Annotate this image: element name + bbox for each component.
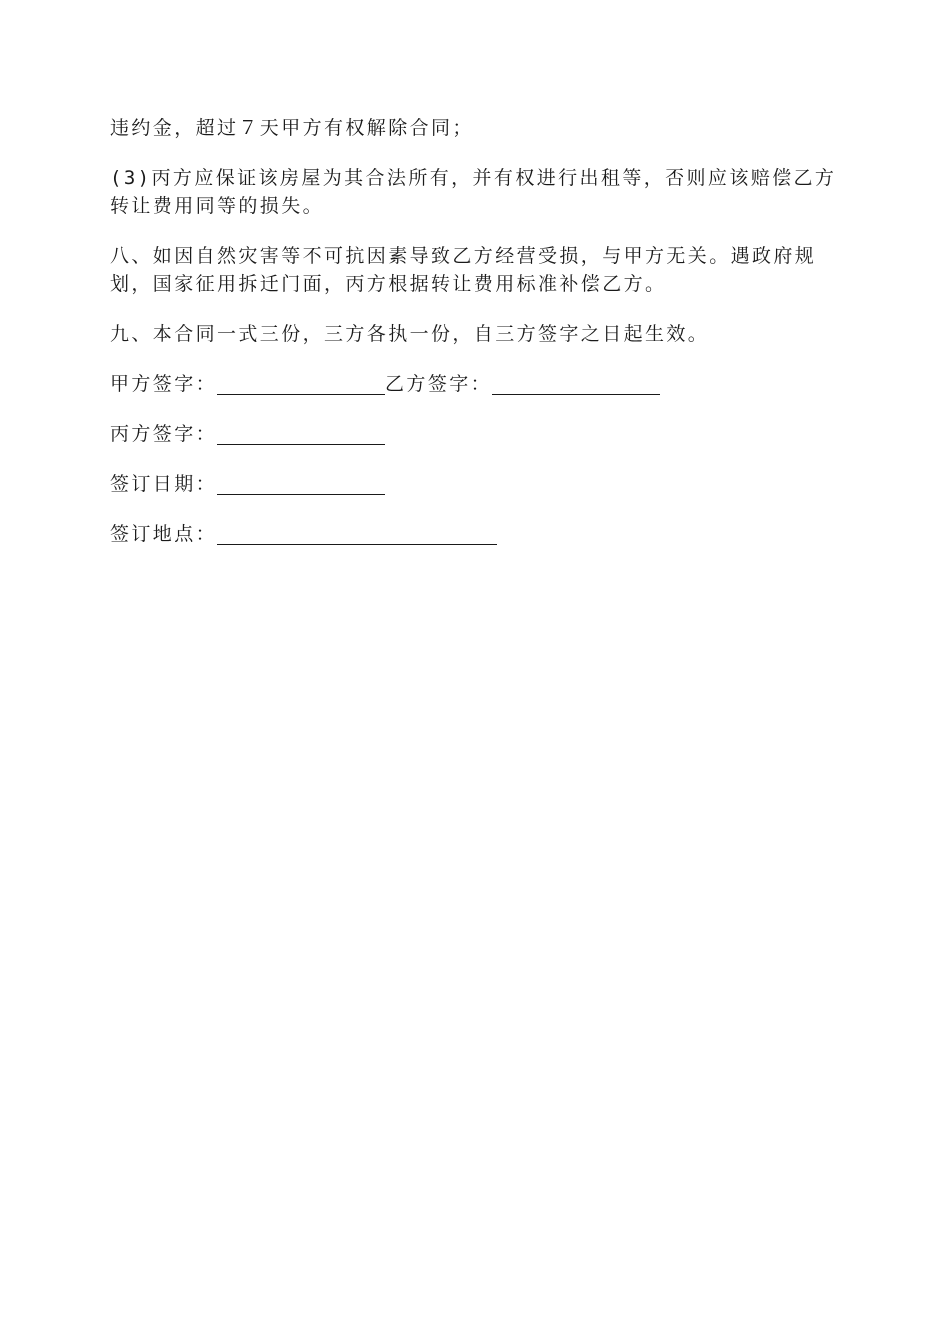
party-b-signature-line[interactable] [492,372,660,395]
document-body [110,114,840,570]
party-a-signature-label: 甲方签字： [110,373,218,395]
signing-date-line[interactable] [217,472,385,495]
paragraph-penalty: 违约金，超过７天甲方有权解除合同； [110,117,474,139]
paragraph-clause-9: 九、本合同一式三份，三方各执一份，自三方签字之日起生效。 [110,323,710,345]
party-b-signature-label: 乙方签字： [385,373,493,395]
signature-row-party-c [110,420,840,448]
signing-place-label: 签订地点： [110,523,218,545]
signing-place-line[interactable] [217,522,497,545]
signing-date-row [110,470,840,498]
party-c-signature-line[interactable] [217,422,385,445]
party-a-signature-line[interactable] [217,372,385,395]
party-c-signature-label: 丙方签字： [110,423,218,445]
paragraph-clause-3: (3)丙方应保证该房屋为其合法所有，并有权进行出租等，否则应该赔偿乙方转让费用同等的损失。 [110,167,837,217]
signing-place-row [110,520,840,548]
paragraph-clause-8: 八、如因自然灾害等不可抗因素导致乙方经营受损，与甲方无关。遇政府规划，国家征用拆迁门面，丙方根据转让费用标准补偿乙方。 [110,245,817,295]
signature-row-parties-a-b [110,370,840,398]
signing-date-label: 签订日期： [110,473,218,495]
